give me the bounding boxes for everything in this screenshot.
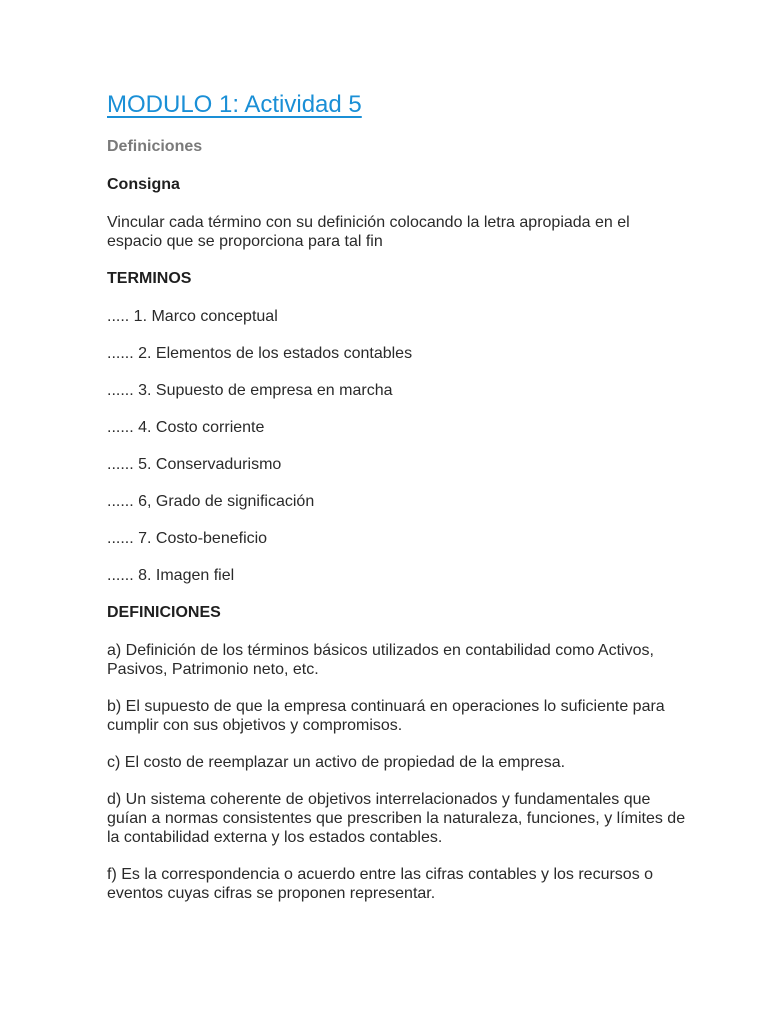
definition-item: d) Un sistema coherente de objetivos interrelacionados y fundamentales que guían a normas consistentes que prescriben la naturaleza, funciones, y límites de la contabilidad externa y los estados contables. — [107, 791, 686, 846]
terminos-heading: TERMINOS — [107, 270, 192, 287]
document-content — [107, 90, 687, 903]
term-item: ...... 7. Costo-beneficio — [107, 530, 268, 547]
definiciones-heading: DEFINICIONES — [107, 604, 221, 621]
consigna-text: Vincular cada término con su definición colocando la letra apropiada en el espacio que se proporciona para tal fin — [107, 214, 630, 250]
terminos-list — [107, 307, 687, 585]
page-title-link[interactable]: MODULO 1: Actividad 5 — [107, 91, 362, 118]
definition-item: b) El supuesto de que la empresa continuará en operaciones lo suficiente para cumplir con sus objetivos y compromisos. — [107, 698, 665, 734]
term-item: ...... 4. Costo corriente — [107, 419, 265, 436]
definition-item: f) Es la correspondencia o acuerdo entre las cifras contables y los recursos o eventos cuyas cifras se proponen representar. — [107, 866, 654, 902]
consigna-heading: Consigna — [107, 176, 180, 193]
definition-item: a) Definición de los términos básicos utilizados en contabilidad como Activos, Pasivos, Patrimonio neto, etc. — [107, 642, 654, 678]
term-item: ...... 6, Grado de significación — [107, 493, 315, 510]
definition-item: c) El costo de reemplazar un activo de propiedad de la empresa. — [107, 754, 566, 771]
term-item: ...... 3. Supuesto de empresa en marcha — [107, 382, 393, 399]
term-item: ...... 8. Imagen fiel — [107, 567, 235, 584]
term-item: ...... 2. Elementos de los estados contables — [107, 345, 413, 362]
definiciones-list — [107, 641, 687, 903]
term-item: ...... 5. Conservadurismo — [107, 456, 282, 473]
term-item: ..... 1. Marco conceptual — [107, 308, 278, 325]
page-subtitle: Definiciones — [107, 138, 203, 155]
